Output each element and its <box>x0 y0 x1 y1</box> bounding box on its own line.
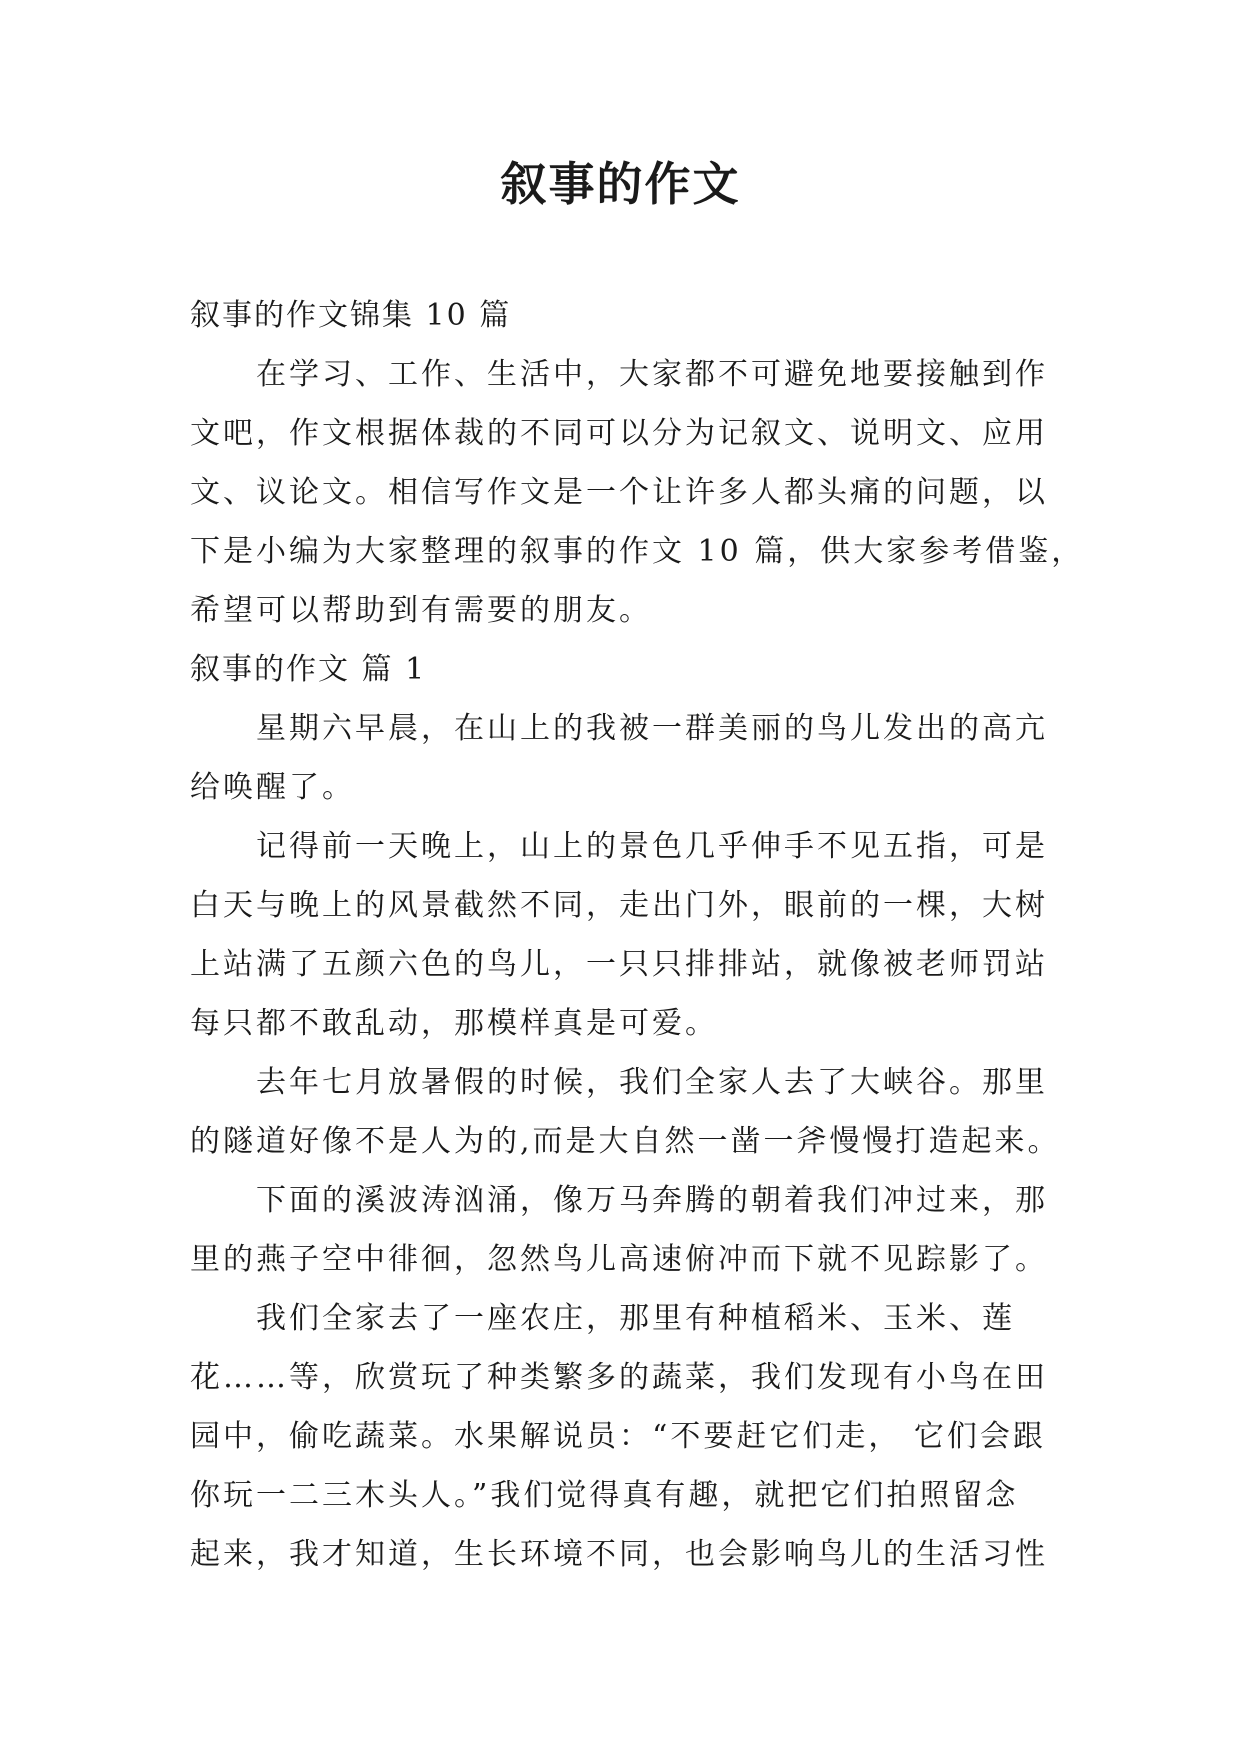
text-line: 每只都不敢乱动，那模样真是可爱。 <box>190 1006 718 1041</box>
text-line: 下面的溪波涛汹涌，像万马奔腾的朝着我们冲过来，那 <box>256 1183 1048 1218</box>
text-line: 的隧道好像不是人为的,而是大自然一凿一斧慢慢打造起来。 <box>190 1124 1061 1159</box>
text-line: 文吧，作文根据体裁的不同可以分为记叙文、说明文、应用 <box>190 416 1048 451</box>
document-title: 叙事的作文 <box>500 157 741 211</box>
document-body <box>190 286 1085 1584</box>
text-line: 在学习、工作、生活中，大家都不可避免地要接触到作 <box>256 357 1048 392</box>
text-line: 我们全家去了一座农庄，那里有种植稻米、玉米、莲 <box>256 1301 1015 1336</box>
text-line: 上站满了五颜六色的鸟儿，一只只排排站，就像被老师罚站 <box>190 947 1048 982</box>
text-line: 记得前一天晚上，山上的景色几乎伸手不见五指，可是 <box>256 829 1048 864</box>
text-line: 起来，我才知道，生长环境不同，也会影响鸟儿的生活习性 <box>190 1537 1048 1572</box>
text-line: 希望可以帮助到有需要的朋友。 <box>190 593 652 628</box>
text-line: 下是小编为大家整理的叙事的作文 10 篇，供大家参考借鉴， <box>190 534 1085 569</box>
text-line: 文、议论文。相信写作文是一个让许多人都头痛的问题，以 <box>190 475 1048 510</box>
text-line: 给唤醒了。 <box>190 770 355 805</box>
text-line: 里的燕子空中徘徊，忽然鸟儿高速俯冲而下就不见踪影了。 <box>190 1242 1048 1277</box>
text-line: 叙事的作文锦集 10 篇 <box>190 298 512 333</box>
text-line: 花……等，欣赏玩了种类繁多的蔬菜，我们发现有小鸟在田 <box>190 1360 1048 1395</box>
text-line: 星期六早晨，在山上的我被一群美丽的鸟儿发出的高亢 <box>256 711 1048 746</box>
text-line: 叙事的作文 篇 1 <box>190 652 427 687</box>
text-line: 白天与晚上的风景截然不同，走出门外，眼前的一棵，大树 <box>190 888 1048 923</box>
text-line: 你玩一二三木头人。”我们觉得真有趣，就把它们拍照留念 <box>190 1478 1019 1513</box>
text-line: 去年七月放暑假的时候，我们全家人去了大峡谷。那里 <box>256 1065 1048 1100</box>
text-line: 园中，偷吃蔬菜。水果解说员：“不要赶它们走， 它们会跟 <box>190 1419 1046 1454</box>
